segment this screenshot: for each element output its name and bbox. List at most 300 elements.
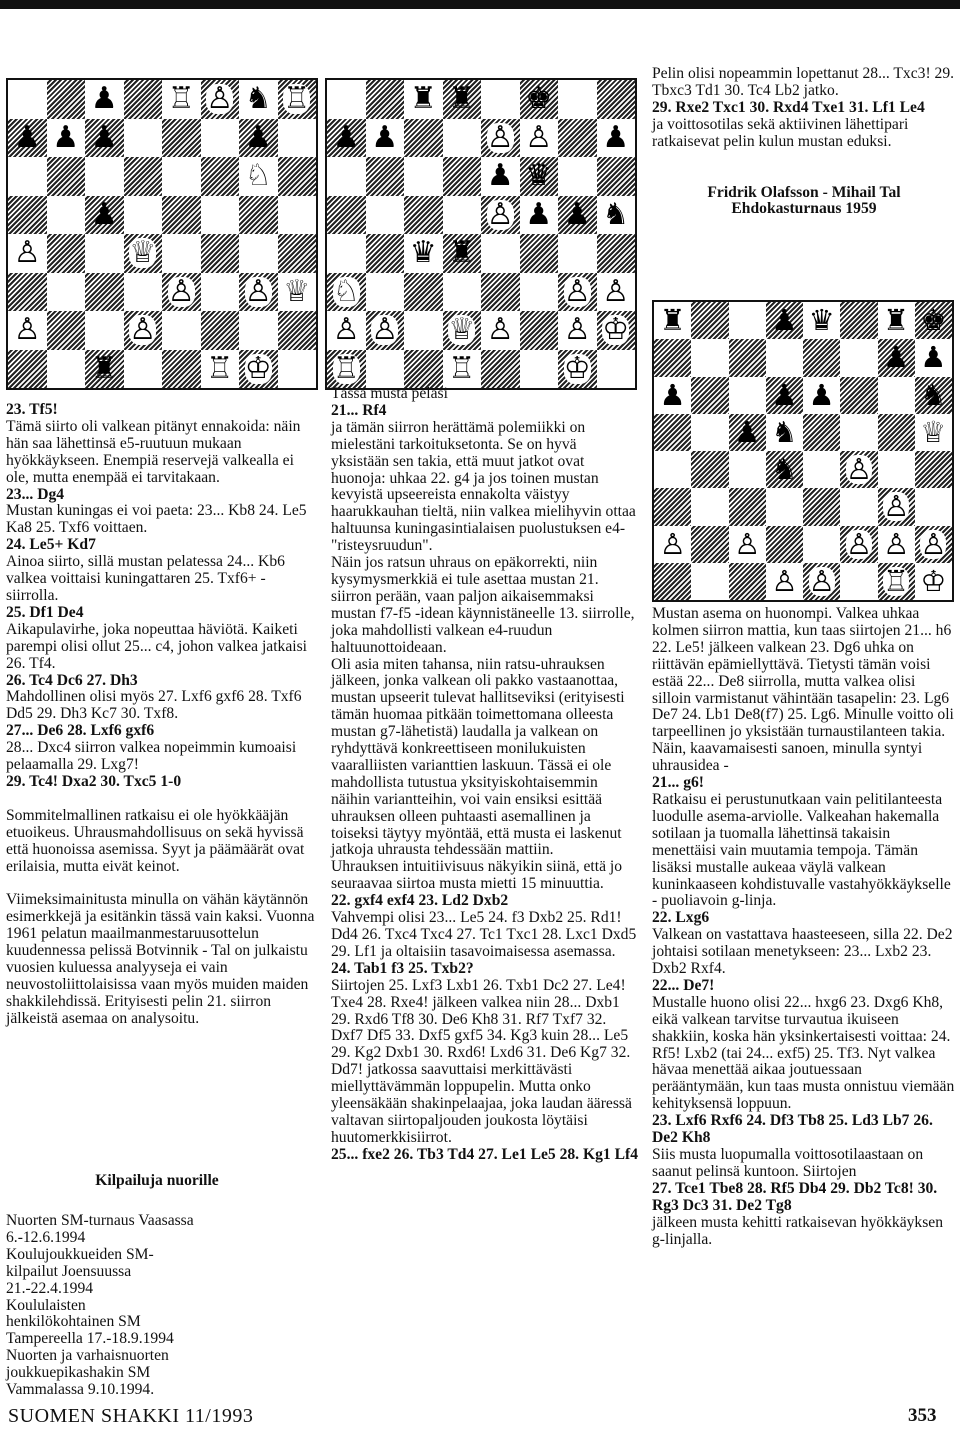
move-line: 29. Tc4! Dxa2 30. Txc5 1-0 xyxy=(6,772,182,790)
board-square xyxy=(803,526,840,563)
chess-piece: ♙ xyxy=(244,273,272,309)
board-square xyxy=(878,339,915,376)
board-square xyxy=(729,526,766,563)
board-square xyxy=(878,526,915,563)
board-square xyxy=(803,377,840,414)
board-square xyxy=(520,80,559,119)
move-line: 22. Lxg6 xyxy=(652,909,710,927)
board-square xyxy=(85,234,124,273)
column-3-top xyxy=(652,66,956,218)
board-square xyxy=(366,273,405,312)
board-square xyxy=(443,196,482,235)
move-line: 26. Tc4 Dc6 27. Dh3 xyxy=(6,671,138,689)
board-square xyxy=(201,273,240,312)
board-square xyxy=(47,196,86,235)
board-square xyxy=(201,196,240,235)
board-square xyxy=(162,196,201,235)
board-square xyxy=(443,157,482,196)
board-square xyxy=(840,451,877,488)
board-square xyxy=(691,339,728,376)
paragraph: Tässä musta pelasi xyxy=(331,385,448,402)
board-square xyxy=(404,157,443,196)
box-line: Koululaisten henkilökohtainen SM Tampereella 17.-18.9.1994 xyxy=(6,1296,174,1348)
board-square xyxy=(278,273,317,312)
board-square xyxy=(239,119,278,158)
board-square xyxy=(878,488,915,525)
board-square xyxy=(404,80,443,119)
column-1 xyxy=(6,402,316,1028)
chess-piece: ♚ xyxy=(920,303,947,338)
paragraph: ja voittosotilas sekä aktiivinen lähettipari ratkaisevat pelin kulun mustan eduksi. xyxy=(652,115,909,150)
paragraph: Sommitelmallinen ratkaisu ei ole hyökkääjän etuoikeus. Uhrausmahdollisuus on sekä hyvissä että huonoissa asemissa. Syyt ja päämäärät ovat erilaisia, mutta eivät keinot. xyxy=(6,806,305,875)
board-square xyxy=(366,157,405,196)
board-square xyxy=(124,119,163,158)
board-square xyxy=(278,350,317,389)
board-square xyxy=(366,234,405,273)
chess-piece: ♟ xyxy=(771,377,798,412)
move-line: 27. Tce1 Tbe8 28. Rf5 Db4 29. Db2 Tc8! 30. Rg3 Dc3 31. De2 Tg8 xyxy=(652,1179,938,1214)
chess-piece: ♟ xyxy=(486,158,514,194)
board-square xyxy=(803,414,840,451)
move-line: 22... De7! xyxy=(652,976,715,994)
chess-diagram-2 xyxy=(325,78,637,390)
chess-piece: ♖ xyxy=(167,81,195,117)
board-square xyxy=(278,80,317,119)
board-square xyxy=(8,119,47,158)
chess-piece: ♛ xyxy=(525,158,553,194)
chess-piece: ♙ xyxy=(771,563,798,598)
chess-piece: ♛ xyxy=(409,235,437,271)
board-square xyxy=(840,488,877,525)
board-square xyxy=(520,350,559,389)
move-line: 22. gxf4 exf4 23. Ld2 Dxb2 xyxy=(331,892,509,910)
chess-piece: ♟ xyxy=(90,196,118,232)
board-square xyxy=(597,196,636,235)
move-line: 25... fxe2 26. Tb3 Td4 27. Le1 Le5 28. Kg1 Lf4 xyxy=(331,1145,638,1163)
chess-piece: ♔ xyxy=(920,563,947,598)
board-square xyxy=(481,80,520,119)
board-square xyxy=(878,377,915,414)
chess-piece: ♟ xyxy=(90,119,118,155)
top-rule xyxy=(0,0,960,9)
board-square xyxy=(691,377,728,414)
board-square xyxy=(766,377,803,414)
paragraph: Mustan kuningas ei voi paeta: 23... Kb8 24. Le5 Ka8 25. Txf6 voittaen. xyxy=(6,502,307,537)
board-square xyxy=(201,80,240,119)
board-square xyxy=(915,488,952,525)
board-square xyxy=(327,234,366,273)
chess-piece: ♙ xyxy=(332,312,360,348)
paragraph: Vahvempi olisi 23... Le5 24. f3 Dxb2 25. Rd1! Dd4 26. Txc4 Txc4 27. Tc1 Txc1 28. Lxc1 Dxd5 29. Lf1 ja oltaisiin tasavoimaisessa asemassa. xyxy=(331,909,637,960)
board-square xyxy=(840,414,877,451)
board-square xyxy=(327,157,366,196)
board-square xyxy=(8,157,47,196)
board-square xyxy=(481,157,520,196)
board-square xyxy=(278,234,317,273)
board-square xyxy=(47,157,86,196)
move-line: 29. Rxe2 Txc1 30. Rxd4 Txe1 31. Lf1 Le4 xyxy=(652,98,925,116)
board-square xyxy=(766,339,803,376)
board-square xyxy=(327,119,366,158)
chess-piece: ♞ xyxy=(920,377,947,412)
column-3 xyxy=(652,606,956,1248)
board-square xyxy=(803,339,840,376)
chess-piece: ♟ xyxy=(602,119,630,155)
move-line: 21... g6! xyxy=(652,774,704,792)
board-square xyxy=(558,119,597,158)
board-square xyxy=(85,273,124,312)
board-square xyxy=(691,563,728,600)
board-square xyxy=(766,451,803,488)
board-square xyxy=(481,119,520,158)
board-square xyxy=(8,234,47,273)
chess-piece: ♔ xyxy=(244,350,272,386)
box-line: Nuorten SM-turnaus Vaasassa 6.-12.6.1994 xyxy=(6,1212,194,1246)
board-square xyxy=(803,563,840,600)
board-square xyxy=(654,451,691,488)
board-square xyxy=(840,339,877,376)
chess-piece: ♖ xyxy=(283,81,311,117)
chess-piece: ♟ xyxy=(371,119,399,155)
paragraph: Ratkaisu ei perustunutkaan vain pelitilanteesta luodulle asema-arviolle. Valkeahan hakemalla sotilaan ja tuomalla lähettinsä takaisin menettäisi vain muutamia tempoja. Tämän lisäksi mustalle aukeaa väylä valkean kuninkaaseen kohdistuvalle vastahyökkäykselle - puoliavoin g-linja. xyxy=(652,790,951,910)
board-square xyxy=(201,119,240,158)
chess-piece: ♕ xyxy=(283,273,311,309)
board-square xyxy=(239,234,278,273)
board-square xyxy=(239,196,278,235)
board-square xyxy=(654,339,691,376)
board-square xyxy=(404,234,443,273)
board-square xyxy=(162,311,201,350)
board-square xyxy=(327,311,366,350)
chess-piece: ♙ xyxy=(602,273,630,309)
board-square xyxy=(803,302,840,339)
paragraph: 28... Dxc4 siirron valkea nopeimmin kumoaisi pelaamalla 29. Lxg7! xyxy=(6,739,297,774)
board-square xyxy=(481,196,520,235)
board-square xyxy=(443,273,482,312)
chess-piece: ♙ xyxy=(563,312,591,348)
board-square xyxy=(558,80,597,119)
chess-piece: ♘ xyxy=(332,273,360,309)
paragraph: Näin jos ratsun uhraus on epäkorrekti, niin kysymysmerkkiä ei tule asettaa mustan 21. siirron perään, vaan paljon aikaisemmaksi mustan f7-f5 -idean käynnistäneelle 13. siirrolle, joka mahdollisti valkean e4-ruudun haltuunottoideaan. xyxy=(331,554,635,656)
board-square xyxy=(85,350,124,389)
chess-piece: ♜ xyxy=(448,235,476,271)
board-square xyxy=(201,157,240,196)
board-square xyxy=(766,526,803,563)
board-square xyxy=(327,80,366,119)
board-square xyxy=(8,273,47,312)
chess-piece: ♟ xyxy=(90,81,118,117)
board-square xyxy=(239,273,278,312)
board-square xyxy=(85,196,124,235)
board-square xyxy=(47,234,86,273)
board-square xyxy=(162,157,201,196)
board-square xyxy=(729,451,766,488)
chess-piece: ♟ xyxy=(734,414,761,449)
chess-piece: ♚ xyxy=(525,81,553,117)
chess-piece: ♟ xyxy=(659,377,686,412)
board-square xyxy=(597,311,636,350)
board-square xyxy=(766,488,803,525)
chess-piece: ♙ xyxy=(883,489,910,524)
board-square xyxy=(766,302,803,339)
board-square xyxy=(85,311,124,350)
board-square xyxy=(278,157,317,196)
board-square xyxy=(8,196,47,235)
board-square xyxy=(8,311,47,350)
board-square xyxy=(239,157,278,196)
move-line: 21... Rf4 xyxy=(331,401,387,419)
board-square xyxy=(404,196,443,235)
paragraph: Mustalle huono olisi 22... hxg6 23. Dxg6 Kh8, eikä valkean tarvitse turvautua ikuiseen shakkiin, koska hän yksinkertaisesti voittaa: 24. Rf5! Lxb2 (tai 24... exf5) 25. Tf3. Nyt valkea hävaa menettää aikaa joutuessaan perääntymään, kun taas musta onnistuu viemään kehityksensä loppuun. xyxy=(652,993,955,1113)
board-square xyxy=(404,350,443,389)
board-square xyxy=(124,350,163,389)
chess-piece: ♜ xyxy=(409,81,437,117)
paragraph: Ainoa siirto, sillä mustan pelatessa 24... Kb6 valkea voittaisi kuningattaren 25. Txf6+ -siirrolla. xyxy=(6,553,285,604)
board-square xyxy=(404,119,443,158)
chess-piece: ♟ xyxy=(244,119,272,155)
board-square xyxy=(729,339,766,376)
board-square xyxy=(558,350,597,389)
chess-piece: ♙ xyxy=(659,526,686,561)
board-square xyxy=(878,302,915,339)
box-line: Koulujoukkueiden SM-kilpailut Joensuussa 21.-22.4.1994 xyxy=(6,1245,154,1297)
box-title: Kilpailuja nuorille xyxy=(95,1172,219,1189)
board-square xyxy=(915,302,952,339)
board-square xyxy=(8,350,47,389)
board-square xyxy=(915,377,952,414)
chess-piece: ♙ xyxy=(486,312,514,348)
chess-piece: ♞ xyxy=(771,414,798,449)
board-square xyxy=(691,451,728,488)
move-line: 23... Dg4 xyxy=(6,485,65,503)
board-square xyxy=(520,234,559,273)
chess-piece: ♟ xyxy=(920,340,947,375)
board-square xyxy=(878,414,915,451)
paragraph: jälkeen musta kehitti ratkaisevan hyökkäyksen g-linjalla. xyxy=(652,1213,943,1248)
board-square xyxy=(597,157,636,196)
board-square xyxy=(327,350,366,389)
board-square xyxy=(443,119,482,158)
board-square xyxy=(85,80,124,119)
board-square xyxy=(201,311,240,350)
board-square xyxy=(124,234,163,273)
column-2 xyxy=(331,386,638,1164)
board-square xyxy=(520,119,559,158)
chess-piece: ♙ xyxy=(129,312,157,348)
chess-piece: ♖ xyxy=(332,350,360,386)
board-square xyxy=(162,119,201,158)
board-square xyxy=(597,350,636,389)
board-square xyxy=(729,302,766,339)
board-square xyxy=(443,80,482,119)
board-square xyxy=(915,526,952,563)
move-line: 23. Lxf6 Rxf6 24. Df3 Tb8 25. Ld3 Lb7 26. De2 Kh8 xyxy=(652,1112,933,1147)
chess-piece: ♜ xyxy=(659,303,686,338)
chess-piece: ♕ xyxy=(129,235,157,271)
board-square xyxy=(729,563,766,600)
paragraph: Aikapulavirhe, joka nopeuttaa häviötä. Kaiketi parempi olisi ollut 25... c4, johon valkea jatkaisi 26. Tf4. xyxy=(6,620,307,672)
board-square xyxy=(85,157,124,196)
board-square xyxy=(597,80,636,119)
board-square xyxy=(481,273,520,312)
board-square xyxy=(878,451,915,488)
board-square xyxy=(558,157,597,196)
board-square xyxy=(729,488,766,525)
chess-piece: ♙ xyxy=(486,196,514,232)
chess-piece: ♙ xyxy=(13,312,41,348)
paragraph: Näin, kaavamaisesti sanoen, minulla syntyi uhrausidea - xyxy=(652,740,923,775)
paragraph: ja tämän siirron herättämä polemiikki on mielestäni tarkoituksetonta. Se on hyvä yksistään sen takia, että muut jatkot ovat huonoja: uhkaa 22. g4 ja jos toinen mustan kevyistä upseereista ennakolta väistyy haarukkauhan tieltä, niin valkea mielihyvin ottaa haltuunsa kuningasintialaisen puolustuksen e4-"risteysruudun". xyxy=(331,418,636,555)
board-square xyxy=(803,451,840,488)
board-square xyxy=(915,451,952,488)
board-square xyxy=(366,196,405,235)
chess-piece: ♟ xyxy=(883,340,910,375)
board-square xyxy=(201,234,240,273)
game-title: Fridrik Olafsson - Mihail Tal xyxy=(707,183,901,201)
chess-piece: ♜ xyxy=(448,81,476,117)
board-square xyxy=(691,414,728,451)
board-square xyxy=(8,80,47,119)
board-square xyxy=(558,234,597,273)
board-square xyxy=(878,563,915,600)
board-square xyxy=(47,311,86,350)
board-square xyxy=(840,302,877,339)
move-line: 24. Le5+ Kd7 xyxy=(6,536,96,554)
board-square xyxy=(443,311,482,350)
board-square xyxy=(404,273,443,312)
paragraph: Uhrauksen intuitiivisuus näkyikin siinä, että jo seuraavaa siirtoa musta mietti 15 minuuttia. xyxy=(331,858,623,893)
board-square xyxy=(691,526,728,563)
board-square xyxy=(366,119,405,158)
move-line: 24. Tab1 f3 25. Txb2? xyxy=(331,959,474,977)
board-square xyxy=(85,119,124,158)
chess-piece: ♙ xyxy=(371,312,399,348)
board-square xyxy=(47,273,86,312)
chess-piece: ♘ xyxy=(244,158,272,194)
paragraph: Viimeksimainitusta minulla on vähän käytännön esimerkkejä ja esitänkin tässä vain kaksi. Vuonna 1961 pelatun maailmanmestaruusottelun kuudennessa pelissä Botvinnik - Tal on julkaistu vuosien kuluessa analyyseja ei vain neuvostoliittolaisissa vaan myös muiden maiden shakkilehdissä. Erityisesti pelin 21. siirron jälkeistä asemaa on analysoitu. xyxy=(6,891,315,1027)
chess-piece: ♖ xyxy=(206,350,234,386)
board-square xyxy=(915,414,952,451)
paragraph: Tämä siirto oli valkean pitänyt ennakoida: näin hän saa lähettinsä e5-ruutuun mukaan hyökkäykseen. Enempiä reservejä valkealla ei ole, mutta enempää ei tarvitakaan. xyxy=(6,417,301,486)
chess-piece: ♟ xyxy=(563,196,591,232)
chess-piece: ♖ xyxy=(883,563,910,598)
board-square xyxy=(840,377,877,414)
board-square xyxy=(654,488,691,525)
board-square xyxy=(47,119,86,158)
board-square xyxy=(654,414,691,451)
board-square xyxy=(278,119,317,158)
board-square xyxy=(654,563,691,600)
chess-diagram-3 xyxy=(652,300,954,602)
move-line: 25. Df1 De4 xyxy=(6,603,84,621)
chess-piece: ♙ xyxy=(845,452,872,487)
board-square xyxy=(915,339,952,376)
chess-piece: ♟ xyxy=(52,119,80,155)
footer-page-number: 353 xyxy=(908,1405,937,1426)
board-square xyxy=(201,350,240,389)
board-square xyxy=(654,377,691,414)
board-square xyxy=(520,273,559,312)
board-square xyxy=(366,80,405,119)
chess-piece: ♛ xyxy=(808,303,835,338)
chess-piece: ♙ xyxy=(845,526,872,561)
board-square xyxy=(481,234,520,273)
footer-magazine: SUOMEN SHAKKI 11/1993 xyxy=(8,1405,254,1427)
chess-piece: ♟ xyxy=(808,377,835,412)
board-square xyxy=(654,302,691,339)
chess-piece: ♜ xyxy=(90,350,118,386)
board-square xyxy=(327,273,366,312)
board-square xyxy=(803,488,840,525)
board-square xyxy=(558,196,597,235)
chess-piece: ♔ xyxy=(602,312,630,348)
board-square xyxy=(366,311,405,350)
board-square xyxy=(366,350,405,389)
chess-piece: ♙ xyxy=(563,273,591,309)
board-square xyxy=(239,350,278,389)
board-square xyxy=(278,196,317,235)
board-square xyxy=(840,563,877,600)
board-square xyxy=(520,311,559,350)
chess-diagram-1 xyxy=(6,78,318,390)
board-square xyxy=(691,302,728,339)
board-square xyxy=(162,80,201,119)
board-square xyxy=(729,414,766,451)
paragraph: Mahdollinen olisi myös 27. Lxf6 gxf6 28. Txf6 Dd5 29. Dh3 Kc7 30. Txf8. xyxy=(6,688,302,723)
board-square xyxy=(162,234,201,273)
board-square xyxy=(915,563,952,600)
chess-piece: ♙ xyxy=(808,563,835,598)
board-square xyxy=(597,234,636,273)
game-event: Ehdokasturnaus 1959 xyxy=(731,200,877,218)
board-square xyxy=(597,119,636,158)
chess-piece: ♕ xyxy=(920,414,947,449)
board-square xyxy=(47,350,86,389)
chess-piece: ♟ xyxy=(13,119,41,155)
board-square xyxy=(239,80,278,119)
board-square xyxy=(162,350,201,389)
board-square xyxy=(124,311,163,350)
paragraph: Siis musta luopumalla voittosotilaastaan on saanut pelinsä kuntoon. Siirtojen xyxy=(652,1146,924,1180)
youth-competitions-box xyxy=(6,1166,308,1406)
board-square xyxy=(404,311,443,350)
chess-piece: ♞ xyxy=(244,81,272,117)
board-square xyxy=(162,273,201,312)
chess-piece: ♙ xyxy=(734,526,761,561)
board-square xyxy=(558,273,597,312)
board-square xyxy=(278,311,317,350)
board-square xyxy=(481,350,520,389)
chess-piece: ♙ xyxy=(920,526,947,561)
chess-piece: ♟ xyxy=(525,196,553,232)
move-line: 23. Tf5! xyxy=(6,401,58,418)
board-square xyxy=(654,526,691,563)
chess-piece: ♞ xyxy=(771,452,798,487)
board-square xyxy=(729,377,766,414)
move-line: 27... De6 28. Lxf6 gxf6 xyxy=(6,722,155,740)
board-square xyxy=(558,311,597,350)
chess-piece: ♟ xyxy=(332,119,360,155)
board-square xyxy=(520,196,559,235)
paragraph: Mustan asema on huonompi. Valkea uhkaa kolmen siirron mattia, kun taas siirtojen 21... h6 22. Le5! jälkeen valkean 23. Dg6 uhka on riittävän epämiellyttävä. Tietysti tämän voisi estää 22... De8 siirrolla, mutta valkea olisi silloin varmistanut vähintään tasapelin: 23. Lg6 De7 24. Lb1 De8(f7) 25. Lg6. Minulle voitto oli tarpeellinen jo yksistään turnaustilanteen takia. xyxy=(652,605,954,741)
paragraph: Oli asia miten tahansa, niin ratsu-uhrauksen jälkeen, jonka valkean oli pakko vastaanottaa, mustan upseerit tulevat hallitseviksi (erityisesti tämän huomaa pitkään toimettomana olleesta mustan g7-lähetistä) laudalla ja valkean on ryhdyttävä konkreettiseen monilukuisten vaaralliisten varianttien laskuun. Tässä ei ole mahdollista tutustua yksityiskohtaisemmin näihin variantteihin, voi vain ensiksi esittää uhrauksen olleen puhtaasti asemallinen ja toiseksi täytyy myöntää, että musta ei laskenut jatkoja uhrausta tehdessään mattiin. xyxy=(331,655,625,859)
paragraph: Pelin olisi nopeammin lopettanut 28... Txc3! 29. Tbxc3 Td1 30. Tc4 Lb2 jatko. xyxy=(652,65,955,99)
chess-piece: ♞ xyxy=(602,196,630,232)
chess-piece: ♟ xyxy=(771,303,798,338)
board-square xyxy=(840,526,877,563)
chess-piece: ♜ xyxy=(883,303,910,338)
chess-piece: ♖ xyxy=(448,350,476,386)
